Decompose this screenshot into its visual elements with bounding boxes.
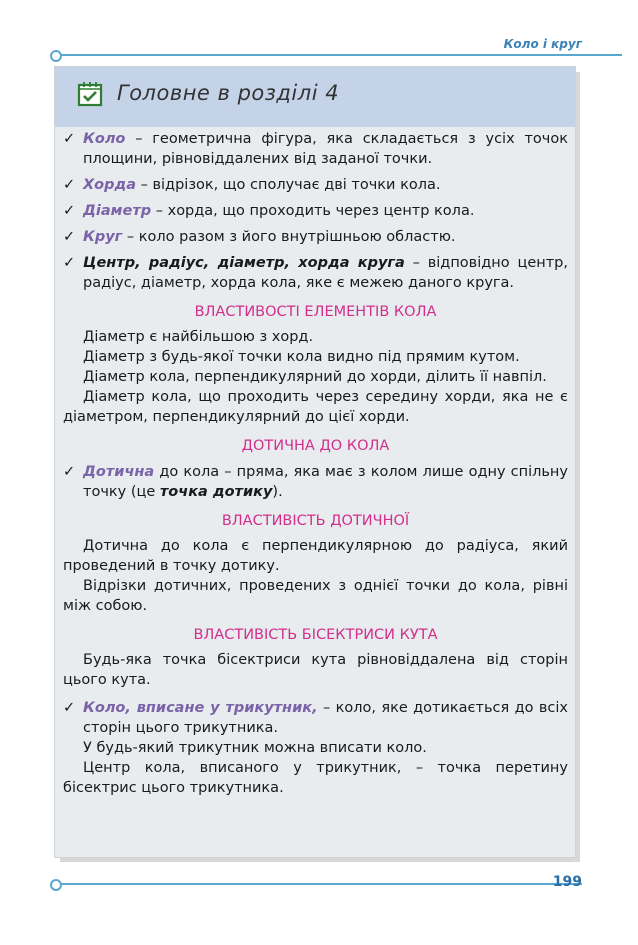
definition-text: – хорда, що проходить через центр кола. — [151, 203, 475, 219]
term: Діаметр — [83, 203, 152, 219]
definition-text: – відповідно центр, радіус, діаметр, хорда кола, яке є межею даного круга. — [83, 255, 568, 291]
definition-tangent — [63, 462, 568, 502]
section-heading-chord-properties: ВЛАСТИВОСТІ ЕЛЕМЕНТІВ КОЛА — [194, 304, 437, 320]
definition-chord — [63, 175, 568, 195]
paragraph: Діаметр з будь-якої точки кола видно під прямим кутом. — [83, 349, 520, 365]
checkmark-icon: ✓ — [63, 177, 76, 193]
definition-disk-elements — [63, 253, 568, 293]
definition-inscribed-circle — [63, 698, 568, 738]
checklist-icon — [77, 81, 103, 107]
definition-circle — [63, 129, 568, 169]
paragraph: Діаметр є найбільшою з хорд. — [83, 329, 314, 345]
term: Коло, вписане у трикутник, — [83, 700, 318, 716]
term-separator: , — [203, 255, 218, 271]
page-number: 199 — [552, 874, 582, 890]
term: Хорда — [83, 177, 137, 193]
bottom-rule-dot — [50, 879, 62, 891]
paragraph: Будь-яка точка бісектриси кута рівновіддалена від сторін цього кута. — [63, 652, 568, 688]
paragraph: Діаметр кола, що проходить через середину хорди, яка не є діаметром, перпендикулярний до цієї хорди. — [63, 389, 568, 425]
paragraph: Центр кола, вписаного у трикутник, – точка перетину бісектрис цього трикутника. — [63, 760, 568, 796]
term: Дотична — [83, 464, 155, 480]
term: Круг — [83, 229, 123, 245]
definition-text: ). — [272, 484, 283, 500]
definition-text: – відрізок, що сполучає дві точки кола. — [136, 177, 441, 193]
term: Центр, радіус — [83, 255, 204, 271]
checkmark-icon: ✓ — [63, 700, 76, 716]
panel-header — [55, 67, 575, 127]
checkmark-icon: ✓ — [63, 229, 76, 245]
paragraph: У будь-який трикутник можна вписати коло. — [83, 740, 427, 756]
paragraph: Діаметр кола, перпендикулярний до хорди, ділить її навпіл. — [83, 369, 547, 385]
checkmark-icon: ✓ — [63, 464, 76, 480]
term: Коло — [83, 131, 126, 147]
top-rule — [52, 54, 622, 56]
definition-text: – коло, яке дотикається до всіх сторін цього трикутника. — [83, 700, 568, 736]
section-heading-tangent-property: ВЛАСТИВІСТЬ ДОТИЧНОЇ — [221, 513, 410, 529]
top-rule-dot — [50, 50, 62, 62]
section-summary-title: Головне в розділі 4 — [117, 81, 340, 105]
term: точка дотику — [159, 484, 273, 500]
checkmark-icon: ✓ — [63, 131, 76, 147]
summary-content — [63, 129, 568, 798]
summary-panel — [54, 66, 576, 858]
definition-text: – коло разом з його внутрішньою областю. — [122, 229, 456, 245]
checkmark-icon: ✓ — [63, 203, 76, 219]
term: діаметр — [217, 255, 285, 271]
running-title: Коло і круг — [503, 37, 582, 51]
section-heading-bisector-property: ВЛАСТИВІСТЬ БІСЕКТРИСИ КУТА — [193, 627, 438, 643]
definition-text: – геометрична фігура, яка складається з усіх точок площини, рівновіддалених від заданої точки. — [83, 131, 568, 167]
paragraph: Відрізки дотичних, проведених з однієї точки до кола, рівні між собою. — [63, 578, 568, 614]
paragraph: Дотична до кола є перпендикулярною до радіуса, який проведений в точку дотику. — [63, 538, 568, 574]
definition-disk — [63, 227, 568, 247]
definition-text: до кола – пряма, яка має з колом лише одну спільну точку (це — [83, 464, 568, 500]
definition-diameter — [63, 201, 568, 221]
term-separator: , — [284, 255, 299, 271]
bottom-rule — [52, 883, 582, 885]
checkmark-icon: ✓ — [63, 255, 76, 271]
section-heading-tangent: ДОТИЧНА ДО КОЛА — [241, 438, 390, 454]
term: хорда круга — [298, 255, 405, 271]
